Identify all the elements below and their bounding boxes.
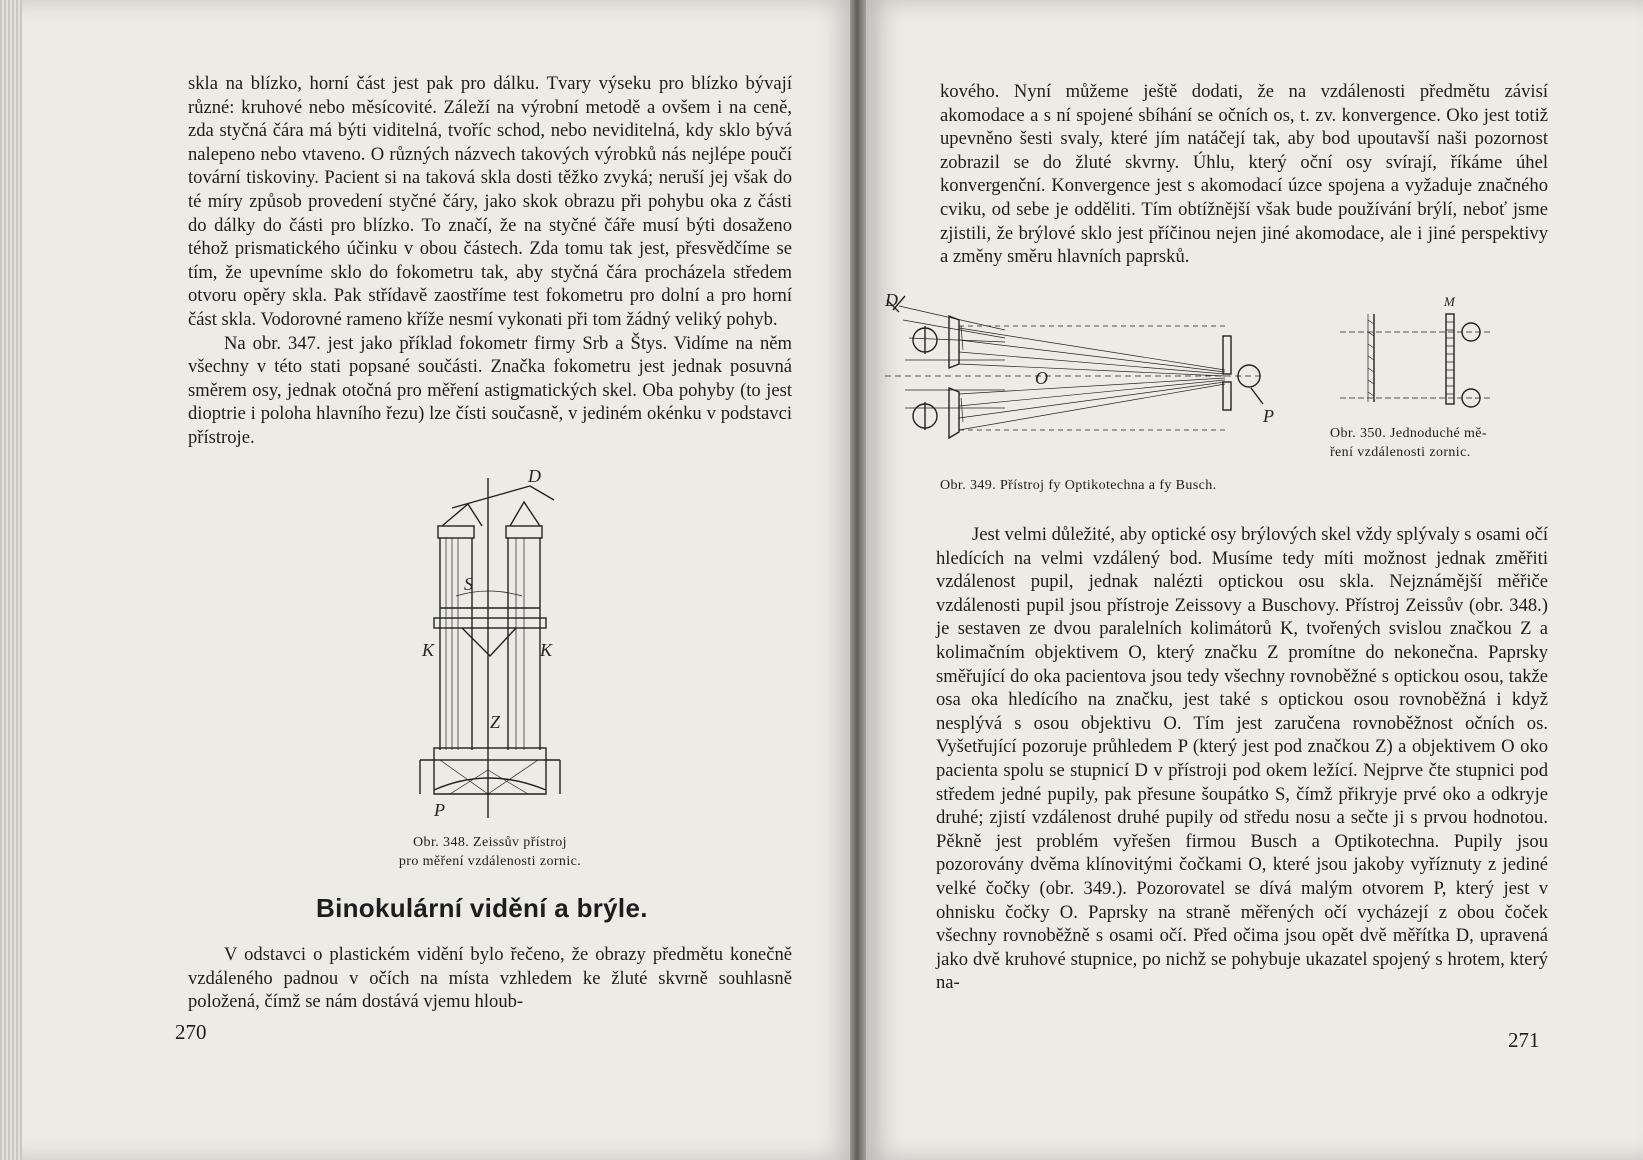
figure-349-label-o: O (1035, 368, 1048, 388)
figure-350-label-m: M (1444, 294, 1455, 309)
right-page-top-text (940, 80, 1548, 269)
right-paragraph-1: kového. Nyní můžeme ještě dodati, že na vzdálenosti předmětu závisí akomodace a s ní spojené sbíhání se očních os, t. zv. konvergence. Oko jest totiž upevněno šesti svaly, které jím natáčejí tak, aby bod upoutavší naši pozornost zobrazil se do žluté skvrny. Úhlu, který oční osy svírají, říkáme úhel konvergenční. Konvergence jest s akomodací úzce spojena a vyžaduje značného cviku, od sebe je odděliti. Tím obtížnější však bude používání brýlí, neboť jsme zjistili, že brýlové sklo jest příčinou nejen jiné akomodace, ale i jiné perspektivy a změny směru hlavních paprsků. (940, 81, 1548, 268)
left-paragraph-1: skla na blízko, horní část jest pak pro dálku. Tvary výseku pro blízko bývají různé: kruhové nebo měsícovité. Záleží na výrobní metodě a ovšem i na ceně, zda styčná čára má býti viditelná, tvoříc schod, nebo neviditelná, kdy sklo bývá nalepeno nebo vtaveno. O různých názvech takových výrobků nás nejlépe poučí tovární tiskoviny. Pacient si na taková skla dosti těžko zvyká; neruší jej však do té míry způsob provedení styčné čáry, jako skok obrazu při pohybu oka z části do dálky do části pro blízko. To značí, že na styčné čáře musí býti dosaženo téhož prismatického účinku v obou částech. Zda tomu tak jest, přesvědčíme se tím, že upevníme sklo do fokometru tak, aby styčná čára procházela středem otvoru opěry skla. Pak střídavě zaostříme test fokometru pro dolní a pro horní část skla. Vodorovné rameno kříže nesmí vykonati při tom žádný veliký pohyb. (188, 73, 792, 330)
figure-349-caption: Obr. 349. Přístroj fy Optikotechna a fy Busch. (940, 478, 1217, 493)
right-page-main-text (936, 523, 1548, 995)
page-number-right: 271 (1508, 1028, 1540, 1052)
figure-348-caption-line-2: pro měření vzdálenosti zornic. (398, 854, 582, 869)
right-paragraph-2: Jest velmi důležité, aby optické osy brýlových skel vždy splývaly s osami očí hledících na velmi vzdálený bod. Musíme tedy míti možnost jednak změřiti vzdálenost pupil, jednak nalézti optickou osu skla. Nejznámější měřiče vzdálenosti pupil jsou přístroje Zeissovy a Buschovy. Přístroj Zeissův (obr. 348.) je sestaven ze dvou paralelních kolimátorů K, tvořených svislou značkou Z a kolimačním objektivem O, který značku Z promítne do nekonečna. Paprsky směřující do oka pacientova jsou tedy všechny rovnoběžné s optickou osou, takže osa oka hledícího na značku, jest také s optickou osou rovnoběžná i když nesplývá s osou objektivu O. Tím jest zaručena rovnoběžnost očních os. Vyšetřující pozoruje průhledem P (který jest pod značkou Z) a objektivem O oko pacienta spolu se stupnicí D v přístroji pod okem ležící. Nejprve čte stupnici pod středem jedné pupily, pak přesune šoupátko S, čímž přikryje prvé oko a odkryje druhé; zjistí vzdálenost druhé pupily od středu nosu a sečte ji s prvou hodnotou. Pěkně jest problém vyřešen firmou Busch a Optikotechna. Pupily jsou pozorovány dvěma klínovitými čočkami O, které jsou jakoby vyříznuty z jediné velké čočky (obr. 349.). Pozorovatel se dívá malým otvorem P, který jest v ohnisku čočky O. Paprsky na straně měřených očí vycházejí z obou čoček všechny rovnoběžně s osami očí. Před očima jsou opět dvě měřítka D, upravená jako dvě kruhové stupnice, po nichž se pohybuje ukazatel spojený s hrotem, který na- (936, 524, 1548, 994)
figure-348-label-z: Z (490, 712, 501, 732)
book-gutter (850, 0, 866, 1160)
figure-348-label-k-right: K (540, 640, 553, 660)
left-page-last-paragraph (188, 943, 792, 1014)
figure-350-caption-line-2: ření vzdálenosti zornic. (1330, 445, 1471, 460)
figure-350-caption-line-1: Obr. 350. Jednoduché mě- (1330, 426, 1487, 441)
figure-350-simple-pupil-measure (1340, 290, 1540, 410)
page-number-left: 270 (175, 1020, 207, 1044)
section-heading: Binokulární vidění a brýle. (316, 893, 648, 923)
figure-349-optikotechna-busch (885, 290, 1295, 440)
left-page-body (188, 72, 792, 450)
figure-349-label-d: D (885, 290, 898, 310)
figure-348-label-k-left: K (422, 640, 435, 660)
figure-350-caption (1330, 424, 1540, 462)
figure-349-label-p: P (1263, 406, 1274, 426)
figure-348-label-d: D (528, 466, 541, 486)
figure-348-caption (330, 833, 650, 871)
left-paragraph-2: Na obr. 347. jest jako příklad fokometr firmy Srb a Štys. Vidíme na něm všechny v této stati popsané součásti. Značka fokometru jest jednak posuvná směrem osy, jednak otočná pro měření astigmatických skel. Oba pohyby (to jest dioptrie i poloha hlavního řezu) lze čísti současně, v jediném okénku v podstavci přístroje. (188, 332, 792, 448)
page-edges (0, 0, 22, 1160)
left-paragraph-3: V odstavci o plastickém vidění bylo řečeno, že obrazy předmětu konečně vzdáleného padnou v očích na místa vzhledem ke žluté skvrně souhlasně položená, čímž se nám dostává vjemu hloub- (188, 944, 792, 1013)
figure-348-zeiss-instrument (420, 466, 600, 823)
figure-348-label-p: P (434, 800, 445, 820)
figure-348-caption-line-1: Obr. 348. Zeissův přístroj (413, 835, 567, 850)
figure-348-label-s: S (464, 574, 473, 594)
